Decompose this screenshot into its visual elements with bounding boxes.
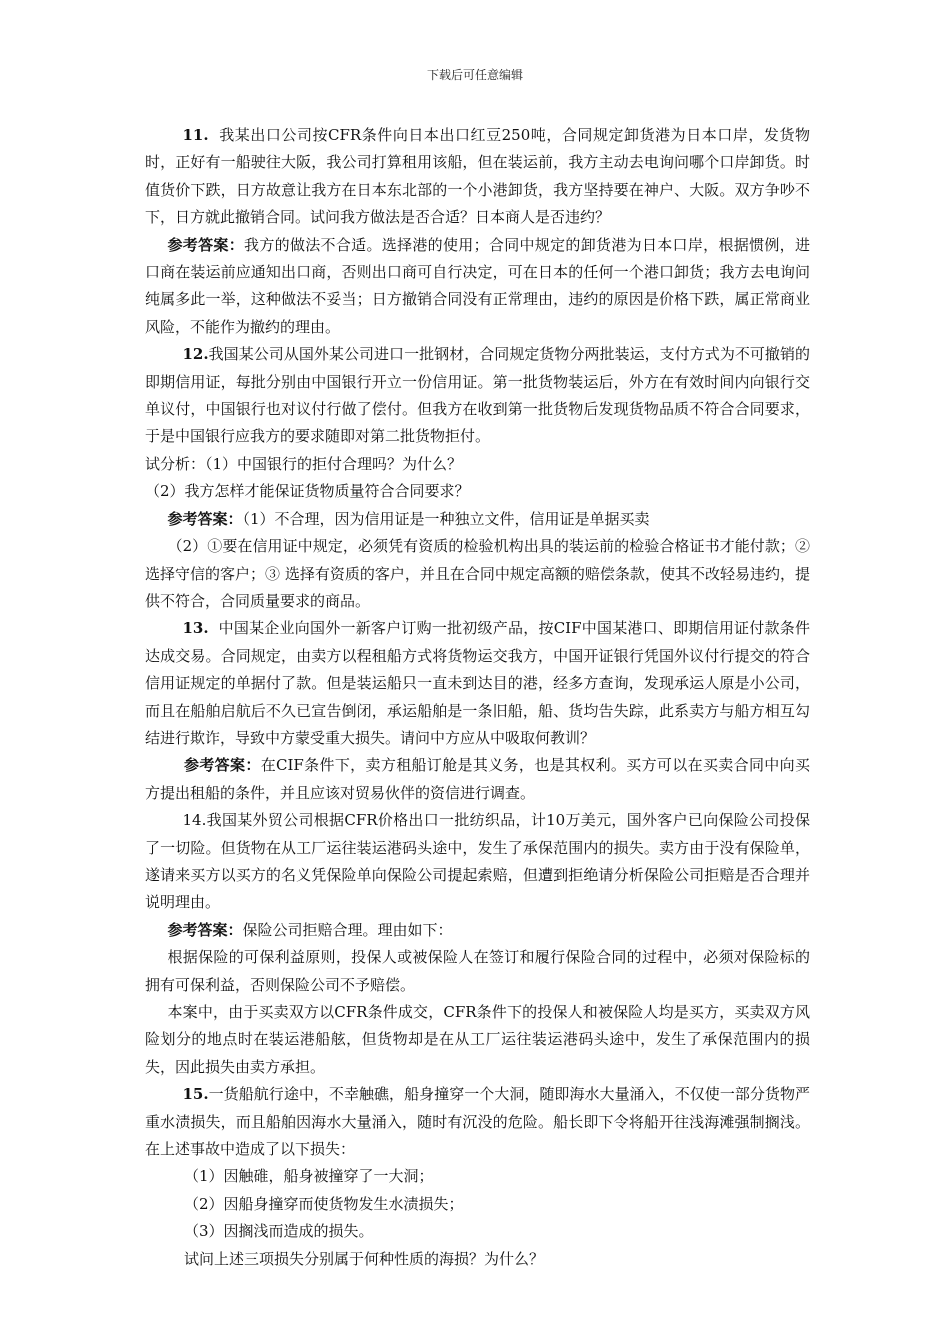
question-number: 12. <box>182 345 209 364</box>
question-12 <box>145 341 810 451</box>
loss-item-2: （2）因船身撞穿而使货物发生水渍损失； <box>184 1194 464 1213</box>
question-14 <box>145 807 810 917</box>
question-text: 中国某企业向国外一新客户订购一批初级产品，按CIF中国某港口、即期信用证付款条件达成交易。合同规定，由卖方以程租船方式将货物运交我方，中国开证银行凭国外议付行提交的符合信用证规定的单据付了款。但是装运船只一直未到达目的港，经多方查询，发现承运人原是小公司，而且在船舶启航后不久已宣告倒闭，承运船舶是一条旧船，船、货均告失踪，此系卖方与船方相互勾结进行欺诈，导致中方蒙受重大损失。请问中方应从中吸取何教训？ <box>145 619 810 747</box>
answer-14 <box>145 917 810 944</box>
answer-label: 参考答案： <box>167 920 243 939</box>
question-text: 我国某公司从国外某公司进口一批钢材，合同规定货物分两批装运，支付方式为不可撤销的即期信用证，每批分别由中国银行开立一份信用证。第一批货物装运后，外方在有效时间内向银行交单议付，中国银行也对议付行做了偿付。但我方在收到第一批货物后发现货物品质不符合合同要求，于是中国银行应我方的要求随即对第二批货物拒付。 <box>145 345 810 446</box>
answer-text: （1）不合理，因为信用证是一种独立文件，信用证是单据买卖 <box>242 509 650 528</box>
answer-text: 保险公司拒赔合理。理由如下： <box>242 920 453 939</box>
loss-item-3: （3）因搁浅而造成的损失。 <box>184 1222 374 1241</box>
loss-item-1: （1）因触碓，船身被撞穿了一大洞； <box>184 1167 434 1186</box>
answer-14-para1: 根据保险的可保利益原则，投保人或被保险人在签订和履行保险合同的过程中，必须对保险标的拥有可保利益，否则保险公司不予赔偿。 <box>145 948 810 994</box>
question-11 <box>145 122 810 232</box>
answer-12 <box>145 506 810 533</box>
question-number: 13. <box>182 619 209 638</box>
question-text: 一货船航行途中，不幸触礁，船身撞穿一个大洞，随即海水大量涌入，不仅使一部分货物严重水渍损失，而且船舶因海水大量涌入，随时有沉没的危险。船长即下令将船开往浅海滩强制搁浅。在上述事故中造成了以下损失： <box>145 1085 810 1159</box>
question-15 <box>145 1081 810 1163</box>
answer-text: 在CIF条件下，卖方租船订舱是其义务，也是其权利。买方可以在买卖合同中向买方提出租船的条件，并且应该对贸易伙伴的资信进行调查。 <box>145 756 810 802</box>
question-number: 11. <box>182 126 209 144</box>
question-13 <box>145 615 810 752</box>
answer-11 <box>145 232 810 342</box>
question-12-sub1: 试分析：（1）中国银行的拒付合理吗？为什么？ <box>145 454 463 473</box>
answer-label: 参考答案： <box>184 756 261 775</box>
answer-label: 参考答案： <box>167 235 245 254</box>
answer-14-para2: 本案中，由于买卖双方以CFR条件成交，CFR条件下的投保人和被保险人均是买方，买卖双方风险划分的地点时在装运港船舷，但货物却是在从工厂运往装运港码头途中，发生了承保范围内的损失，因此损失由卖方承担。 <box>145 1003 810 1076</box>
answer-label: 参考答案： <box>167 509 243 528</box>
answer-13 <box>145 752 810 807</box>
question-number: 14. <box>182 811 207 830</box>
question-15-prompt: 试问上述三项损失分别属于何种性质的海损？为什么？ <box>184 1249 545 1268</box>
question-12-sub2: （2）我方怎样才能保证货物质量符合合同要求？ <box>145 482 470 501</box>
answer-text: 我方的做法不合适。选择港的使用；合同中规定的卸货港为日本口岸，根据惯例，进口商在装运前应通知出口商，否则出口商可自行决定，可在日本的任何一个港口卸货；我方去电询问纯属多此一举，这种做法不妥当；日方撤销合同没有正常理由，违约的原因是价格下跌，属正常商业风险，不能作为撤约的理由。 <box>145 235 810 336</box>
question-text: 我某出口公司按CFR条件向日本出口红豆250吨，合同规定卸货港为日本口岸，发货物时，正好有一船驶往大阪，我公司打算租用该船，但在装运前，我方主动去电询问哪个口岸卸货。时值货价下跌，日方故意让我方在日本东北部的一个小港卸货，我方坚持要在神户、大阪。双方争吵不下，日方就此撤销合同。试问我方做法是否合适？日本商人是否违约？ <box>145 126 810 227</box>
question-text: 我国某外贸公司根据CFR价格出口一批纺织品，计10万美元，国外客户已向保险公司投保了一切险。但货物在从工厂运往装运港码头途中，发生了承保范围内的损失。卖方由于没有保险单，遂请来买方以买方的名义凭保险单向保险公司提起索赔，但遭到拒绝请分析保险公司拒赔是否合理并说明理由。 <box>145 811 810 912</box>
answer-12-part2: （2）①要在信用证中规定，必须凭有资质的检验机构出具的装运前的检验合格证书才能付款；②选择守信的客户；③ 选择有资质的客户，并且在合同中规定高额的赔偿条款，使其不改轻易违约，提供不符合，合同质量要求的商品。 <box>145 537 810 610</box>
question-number: 15. <box>182 1085 209 1104</box>
document-body <box>145 122 810 1273</box>
page-header: 下载后可任意编辑 <box>426 68 523 82</box>
